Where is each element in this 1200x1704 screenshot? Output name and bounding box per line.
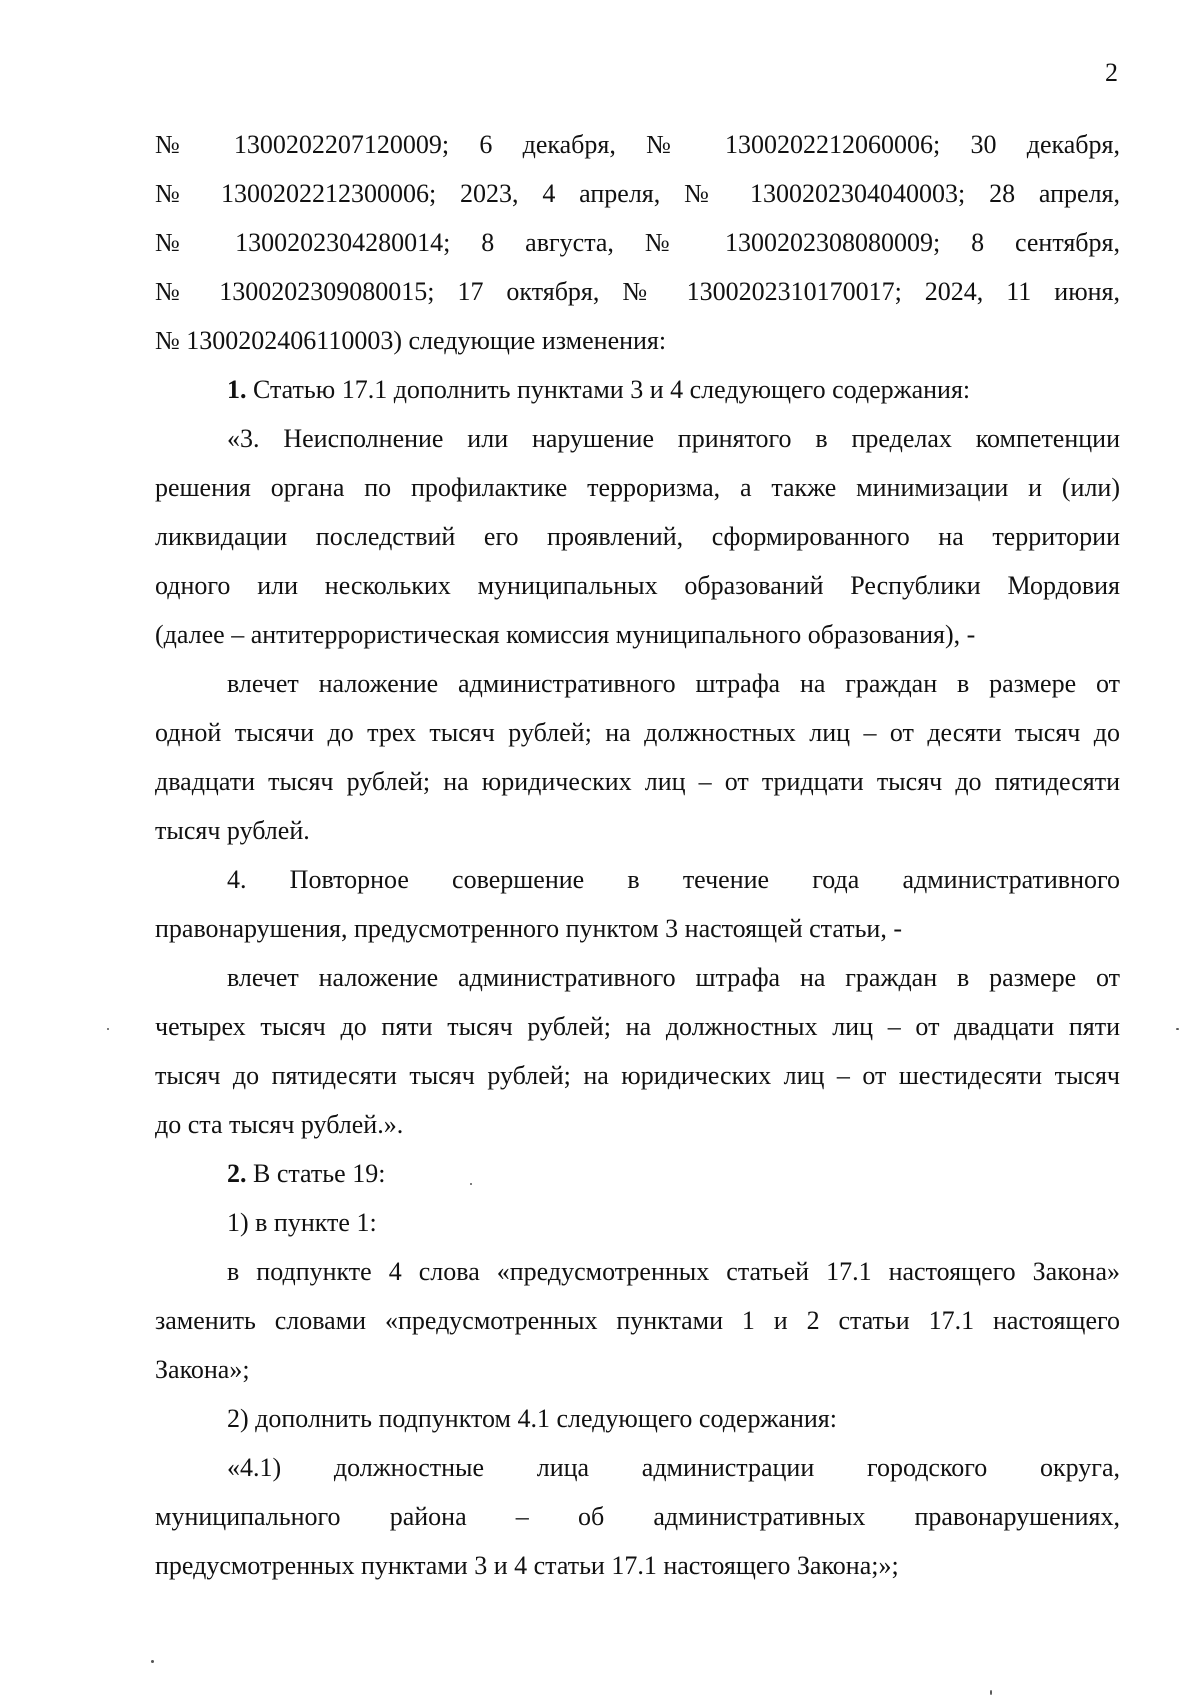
line-text: 1) в пункте 1:	[227, 1208, 377, 1237]
line-text: в подпункте 4 слова «предусмотренных статьей 17.1 настоящего Закона»	[227, 1257, 1120, 1286]
line-text: до ста тысяч рублей.».	[155, 1110, 404, 1139]
scan-speck	[1176, 1028, 1179, 1030]
line-text: В статье 19:	[246, 1159, 386, 1188]
text-line	[155, 1492, 1120, 1541]
line-text: «3. Неисполнение или нарушение принятого в пределах компетенции	[227, 424, 1120, 453]
text-line	[155, 708, 1120, 757]
text-line	[155, 365, 1120, 414]
text-line	[155, 267, 1120, 316]
line-text: одной тысячи до трех тысяч рублей; на должностных лиц – от десяти тысяч до	[155, 718, 1120, 747]
line-text: № 1300202406110003) следующие изменения:	[155, 326, 667, 355]
text-line	[155, 1541, 1120, 1590]
text-line	[155, 512, 1120, 561]
text-line	[155, 1443, 1120, 1492]
line-text: влечет наложение административного штрафа на граждан в размере от	[227, 669, 1120, 698]
line-text: заменить словами «предусмотренных пунктами 1 и 2 статьи 17.1 настоящего	[155, 1306, 1120, 1335]
text-line	[155, 1247, 1120, 1296]
text-line	[155, 1394, 1120, 1443]
text-line	[155, 218, 1120, 267]
text-line	[155, 1002, 1120, 1051]
text-line	[155, 855, 1120, 904]
line-text: четырех тысяч до пяти тысяч рублей; на должностных лиц – от двадцати пяти	[155, 1012, 1120, 1041]
text-line	[155, 904, 1120, 953]
line-text: предусмотренных пунктами 3 и 4 статьи 17.1 настоящего Закона;»;	[155, 1551, 899, 1580]
text-line	[155, 1149, 1120, 1198]
scan-speck	[990, 1690, 992, 1695]
line-text: Статью 17.1 дополнить пунктами 3 и 4 следующего содержания:	[246, 375, 971, 404]
text-line	[155, 610, 1120, 659]
line-text: «4.1) должностные лица администрации городского округа,	[227, 1453, 1120, 1482]
line-text: 4. Повторное совершение в течение года административного	[227, 865, 1120, 894]
line-text: (далее – антитеррористическая комиссия муниципального образования), -	[155, 620, 976, 649]
text-line	[155, 757, 1120, 806]
line-text: муниципального района – об административных правонарушениях,	[155, 1502, 1120, 1531]
line-text: № 1300202304280014; 8 августа, № 1300202308080009; 8 сентября,	[155, 228, 1120, 257]
line-text: одного или нескольких муниципальных образований Республики Мордовия	[155, 571, 1120, 600]
line-text: правонарушения, предусмотренного пунктом 3 настоящей статьи, -	[155, 914, 902, 943]
text-line	[155, 1198, 1120, 1247]
text-line	[155, 169, 1120, 218]
line-text: № 1300202212300006; 2023, 4 апреля, № 1300202304040003; 28 апреля,	[155, 179, 1120, 208]
text-line	[155, 463, 1120, 512]
text-line	[155, 1100, 1120, 1149]
scan-speck	[107, 1028, 109, 1030]
line-text: решения органа по профилактике терроризма, а также минимизации и (или)	[155, 473, 1120, 502]
text-line	[155, 1051, 1120, 1100]
line-text: двадцати тысяч рублей; на юридических лиц – от тридцати тысяч до пятидесяти	[155, 767, 1120, 796]
text-line	[155, 806, 1120, 855]
line-text: Закона»;	[155, 1355, 250, 1384]
page-number: 2	[1105, 58, 1118, 87]
item-number: 1.	[227, 375, 247, 404]
text-line	[155, 316, 1120, 365]
text-line	[155, 659, 1120, 708]
line-text: № 1300202207120009; 6 декабря, № 1300202212060006; 30 декабря,	[155, 130, 1120, 159]
text-line	[155, 953, 1120, 1002]
line-text: ликвидации последствий его проявлений, сформированного на территории	[155, 522, 1120, 551]
item-number: 2.	[227, 1159, 247, 1188]
text-line	[155, 561, 1120, 610]
line-text: № 1300202309080015; 17 октября, № 1300202310170017; 2024, 11 июня,	[155, 277, 1120, 306]
scan-speck	[151, 1660, 154, 1663]
scan-speck	[470, 1183, 472, 1185]
line-text: влечет наложение административного штрафа на граждан в размере от	[227, 963, 1120, 992]
line-text: 2) дополнить подпунктом 4.1 следующего содержания:	[227, 1404, 837, 1433]
text-line	[155, 1345, 1120, 1394]
line-text: тысяч рублей.	[155, 816, 310, 845]
text-line	[155, 414, 1120, 463]
document-body	[155, 120, 1120, 1590]
text-line	[155, 1296, 1120, 1345]
text-line	[155, 120, 1120, 169]
line-text: тысяч до пятидесяти тысяч рублей; на юридических лиц – от шестидесяти тысяч	[155, 1061, 1120, 1090]
